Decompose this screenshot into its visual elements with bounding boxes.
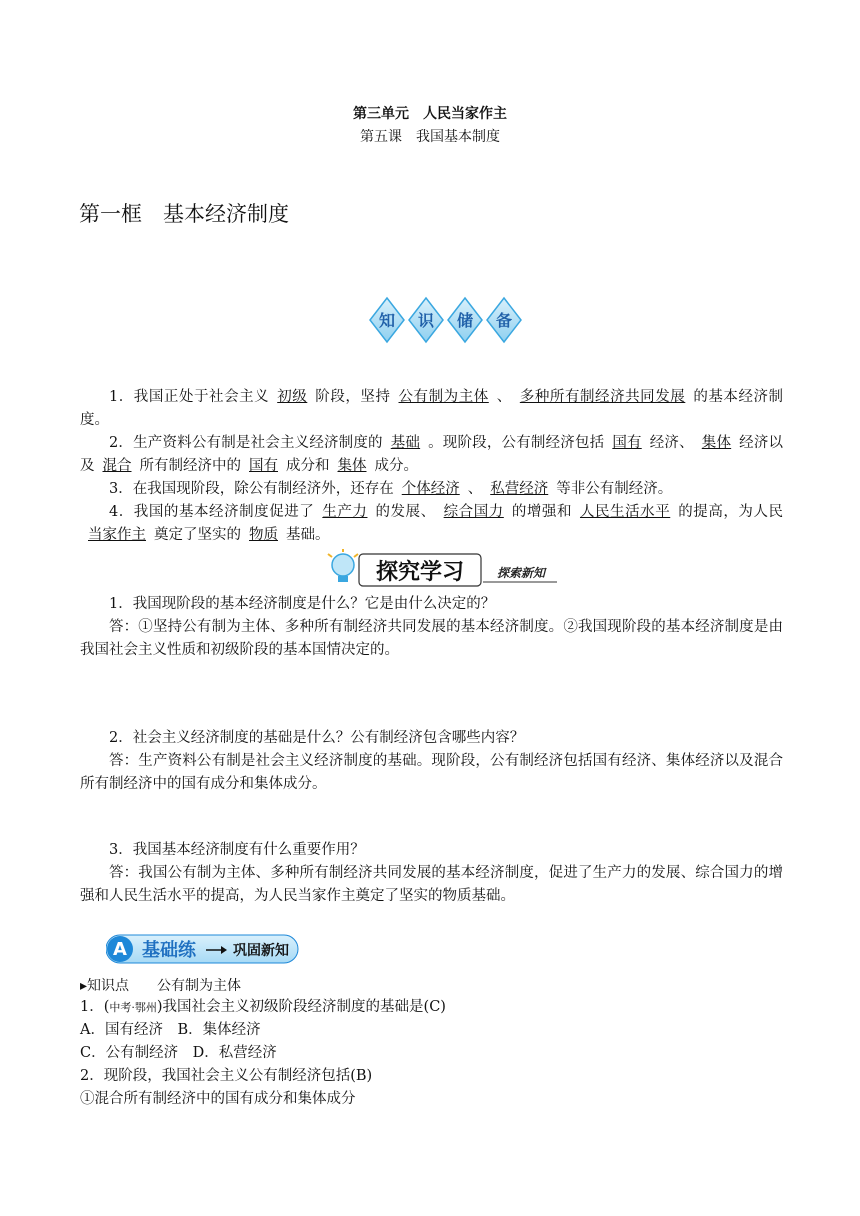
explore-answer: 答：①坚持公有制为主体、多种所有制经济共同发展的基本经济制度。②我国现阶段的基本经济制度是由我国社会主义性质和初级阶段的基本国情决定的。	[80, 619, 783, 658]
explore-question: 1．我国现阶段的基本经济制度是什么？它是由什么决定的？	[109, 596, 496, 612]
knowledge-point-label: ▸知识点 公有制为主体	[80, 978, 242, 994]
question-2-item-1: ①混合所有制经济中的国有成分和集体成分	[80, 1091, 356, 1107]
basic-title: 基础练	[142, 940, 196, 961]
explore-answer: 答：我国公有制为主体、多种所有制经济共同发展的基本经济制度，促进了生产力的发展、综合国力的增强和人民生活水平的提高，为人民当家作主奠定了坚实的物质基础。	[80, 865, 783, 904]
basic-practice-badge	[106, 933, 300, 965]
frame-title: 第一框 基本经济制度	[79, 202, 289, 226]
explore-question: 3．我国基本经济制度有什么重要作用？	[109, 842, 365, 858]
badge-char-1: 知	[378, 311, 396, 330]
badge-char-4: 备	[495, 311, 513, 330]
badge-char-3: 储	[456, 311, 474, 330]
question-source: 中考·鄂州	[109, 1001, 157, 1014]
basic-subtitle: 巩固新知	[233, 943, 289, 959]
knowledge-reserve-badge	[368, 296, 524, 344]
question-1: 1．(中考·鄂州)我国社会主义初级阶段经济制度的基础是(C)	[80, 999, 446, 1015]
lesson-title: 第五课 我国基本制度	[360, 129, 500, 145]
question-1-options-ab: A．国有经济 B．集体经济	[80, 1022, 261, 1038]
question-2: 2．现阶段，我国社会主义公有制经济包括(B)	[80, 1068, 373, 1084]
lightbulb-icon	[328, 549, 358, 582]
knowledge-item-2: 2．生产资料公有制是社会主义经济制度的 基础 。现阶段，公有制经济包括 国有 经济、 集体 经济以及 混合 所有制经济中的 国有 成分和 集体 成分。	[80, 435, 784, 474]
basic-letter: A	[113, 939, 127, 960]
explore-learning-badge	[325, 548, 561, 590]
explore-subtitle: 探索新知	[496, 566, 546, 580]
unit-title: 第三单元 人民当家作主	[353, 106, 507, 122]
explore-item-3	[80, 839, 783, 908]
badge-char-2: 识	[417, 311, 435, 330]
explore-title: 探究学习	[375, 560, 465, 585]
knowledge-item-1: 1．我国正处于社会主义 初级 阶段，坚持 公有制为主体 、 多种所有制经济共同发展 的基本经济制度。	[80, 389, 784, 428]
explore-item-1	[80, 593, 783, 662]
question-1-options-cd: C．公有制经济 D．私营经济	[80, 1045, 277, 1061]
knowledge-list	[80, 386, 783, 547]
knowledge-item-4: 4．我国的基本经济制度促进了 生产力 的发展、 综合国力 的增强和 人民生活水平 的提高，为人民当家作主 奠定了坚实的 物质 基础。	[88, 504, 784, 543]
knowledge-item-3: 3．在我国现阶段，除公有制经济外，还存在 个体经济 、 私营经济 等非公有制经济。	[109, 481, 673, 497]
explore-answer: 答：生产资料公有制是社会主义经济制度的基础。现阶段，公有制经济包括国有经济、集体经济以及混合所有制经济中的国有成分和集体成分。	[80, 753, 783, 792]
explore-item-2	[80, 727, 783, 796]
explore-question: 2．社会主义经济制度的基础是什么？公有制经济包含哪些内容？	[109, 730, 525, 746]
